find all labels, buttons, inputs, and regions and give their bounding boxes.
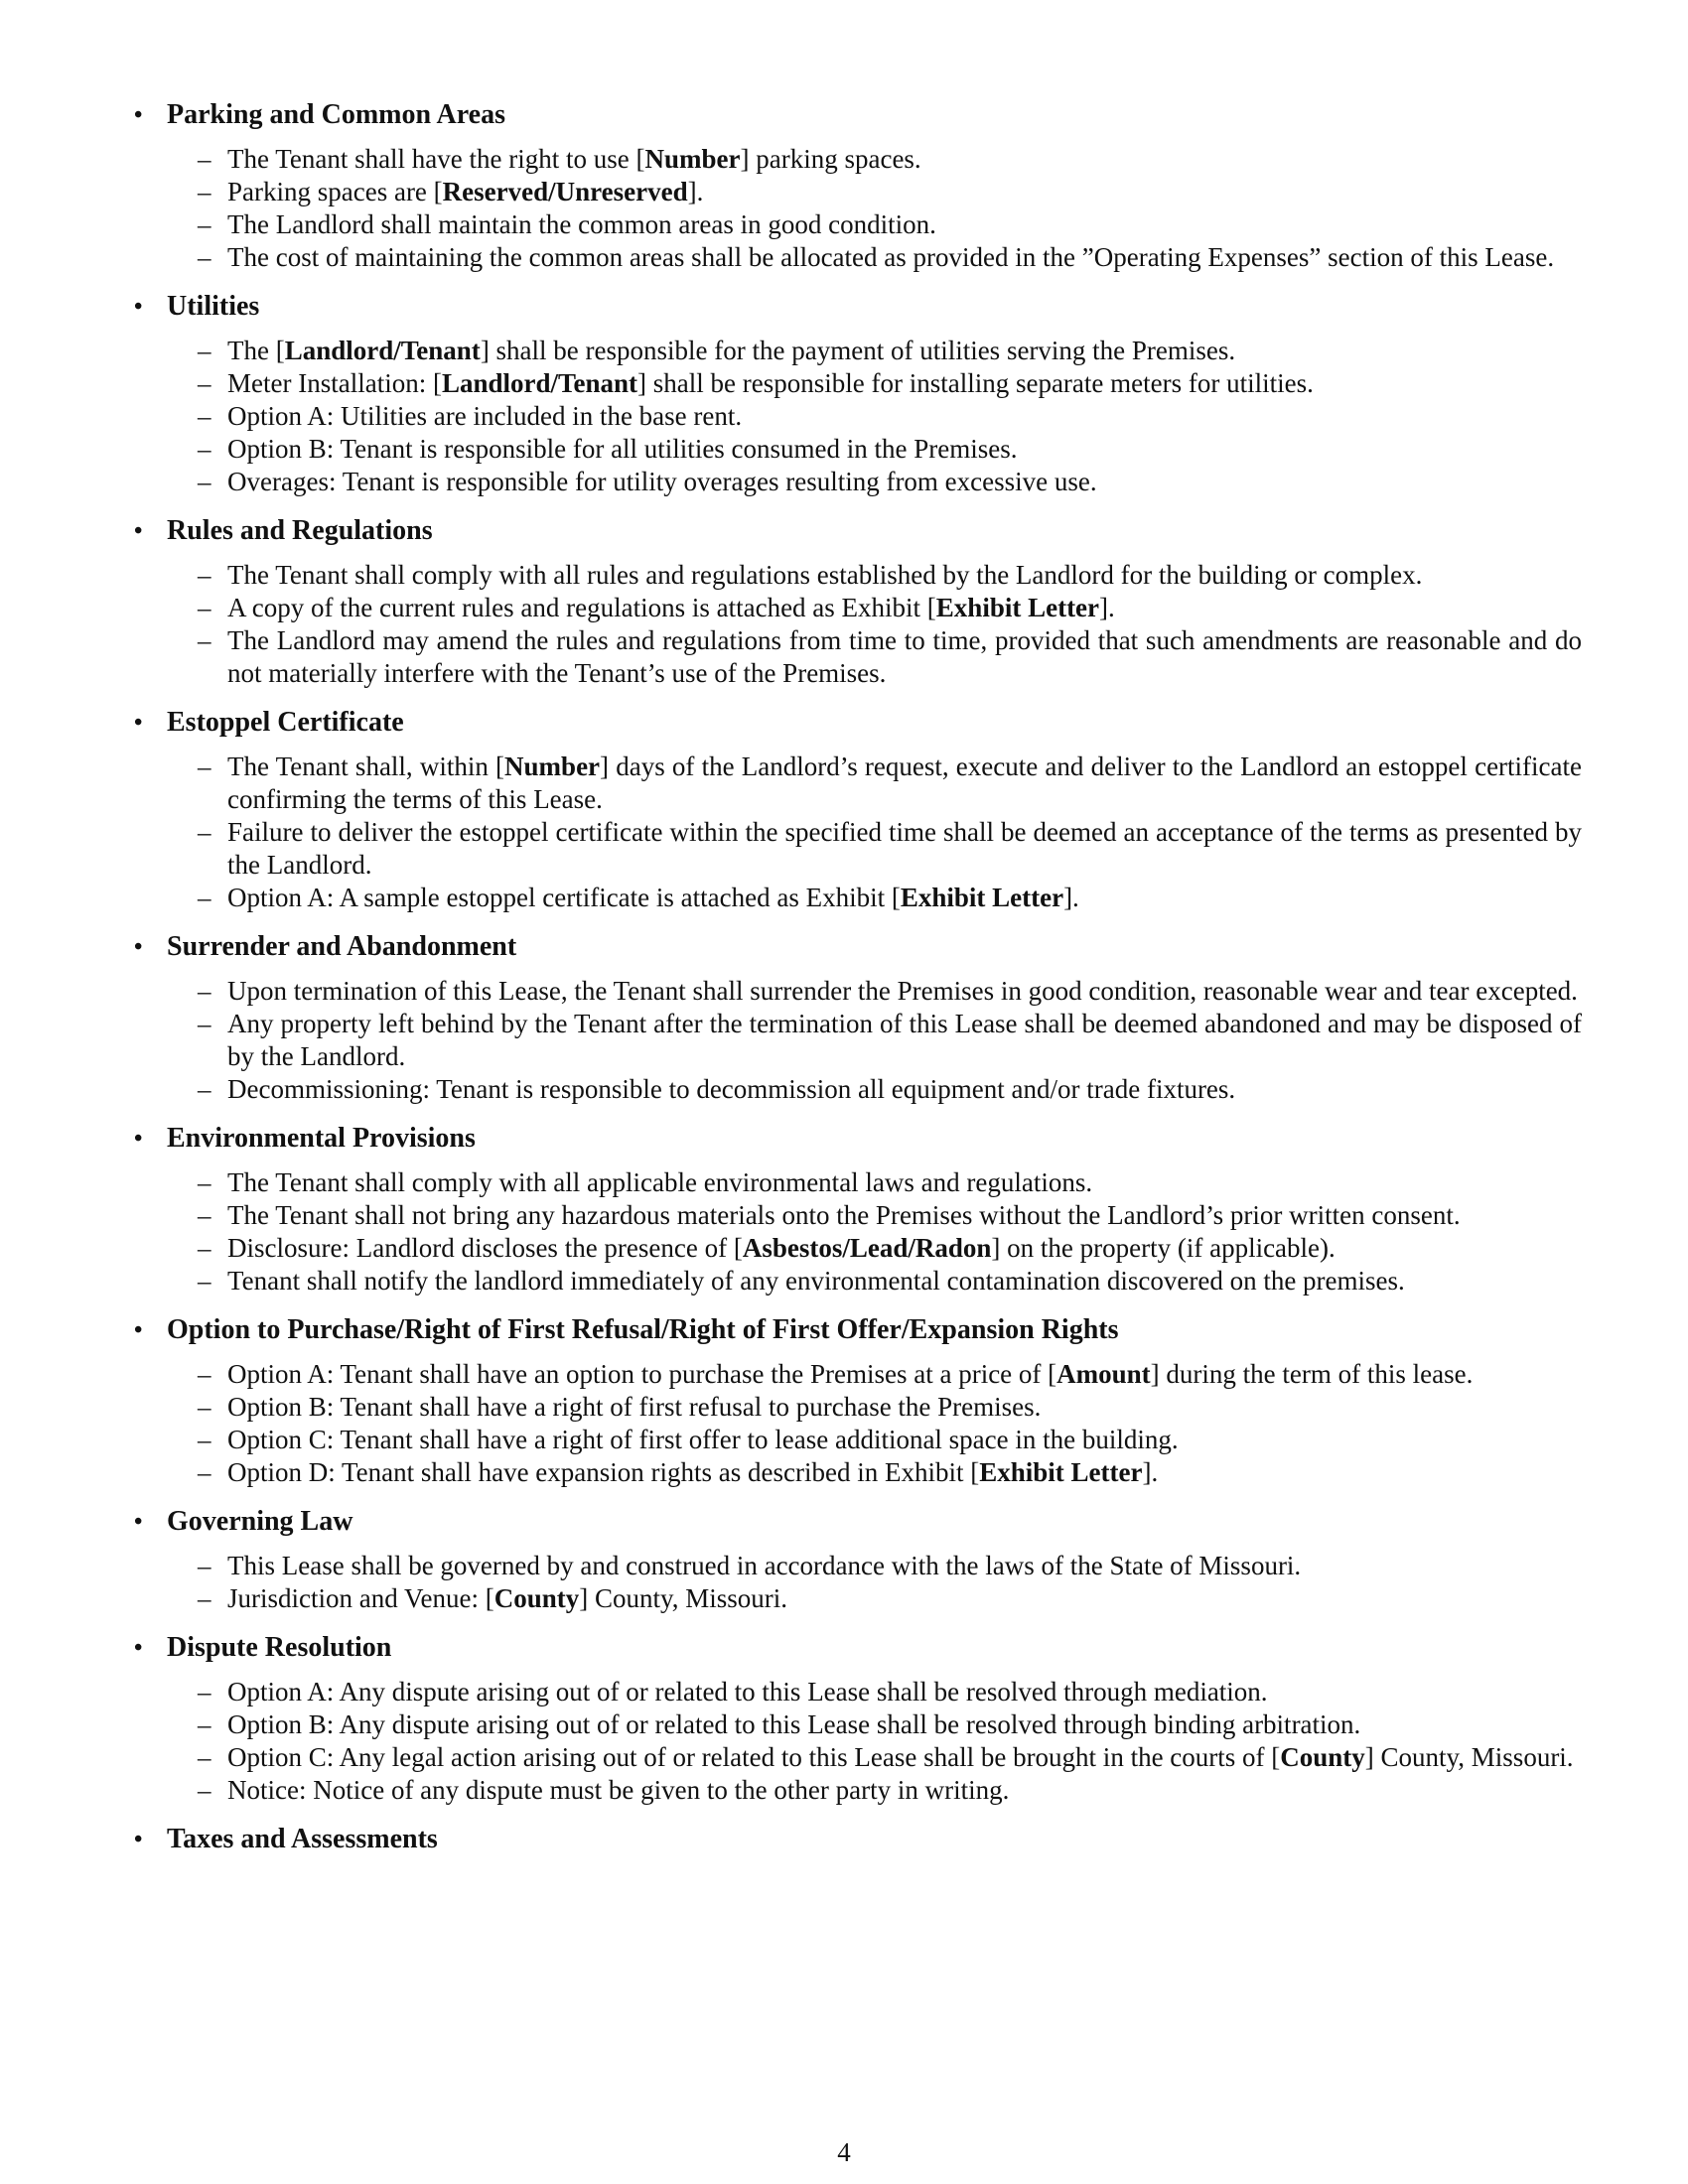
section-heading	[130, 1121, 1582, 1157]
clause-list	[130, 1676, 1582, 1807]
placeholder-field: Landlord/Tenant	[441, 368, 638, 398]
clause-item	[130, 1424, 1582, 1456]
clause-item	[130, 1008, 1582, 1073]
bullet-icon: •	[134, 102, 143, 128]
placeholder-field: Asbestos/Lead/Radon	[742, 1233, 992, 1263]
lease-section	[130, 1312, 1582, 1489]
clause-text: Option B: Tenant is responsible for all utilities consumed in the Premises.	[227, 434, 1018, 464]
section-heading	[130, 513, 1582, 549]
section-heading-text: Governing Law	[167, 1506, 353, 1537]
dash-icon: –	[198, 1742, 211, 1772]
clause-item	[130, 559, 1582, 592]
dash-icon: –	[198, 1009, 211, 1038]
page-number: 4	[837, 2137, 851, 2167]
clause-text: Disclosure: Landlord discloses the presence of [	[227, 1233, 743, 1263]
clause-text: Notice: Notice of any dispute must be given to the other party in writing.	[227, 1775, 1010, 1805]
clause-text: ] shall be responsible for the payment of utilities serving the Premises.	[480, 336, 1236, 365]
placeholder-field: Number	[644, 144, 741, 174]
dash-icon: –	[198, 976, 211, 1006]
clause-item	[130, 1456, 1582, 1489]
placeholder-field: Exhibit Letter	[979, 1457, 1143, 1487]
clause-item	[130, 624, 1582, 690]
clause-text: ].	[1063, 883, 1079, 912]
clause-text: The Landlord shall maintain the common areas in good condition.	[227, 209, 936, 239]
section-heading	[130, 1630, 1582, 1666]
clause-text: The [	[227, 336, 285, 365]
lease-section	[130, 1121, 1582, 1297]
bullet-icon: •	[134, 1126, 143, 1152]
bullet-icon: •	[134, 1827, 143, 1852]
clause-item	[130, 975, 1582, 1008]
clause-text: A copy of the current rules and regulations is attached as Exhibit [	[227, 593, 936, 622]
clause-text: Option B: Any dispute arising out of or related to this Lease shall be resolved through binding arbitration.	[227, 1709, 1361, 1739]
dash-icon: –	[198, 467, 211, 496]
clause-item	[130, 1166, 1582, 1199]
clause-item	[130, 466, 1582, 498]
clause-item	[130, 335, 1582, 367]
bullet-icon: •	[134, 518, 143, 544]
lease-section	[130, 289, 1582, 498]
dash-icon: –	[198, 1233, 211, 1263]
clause-item	[130, 1199, 1582, 1232]
placeholder-field: Number	[504, 751, 601, 781]
clause-text: Option A: Any dispute arising out of or related to this Lease shall be resolved through mediation.	[227, 1677, 1268, 1706]
clause-item	[130, 433, 1582, 466]
lease-section	[130, 705, 1582, 914]
dash-icon: –	[198, 1583, 211, 1613]
dash-icon: –	[198, 401, 211, 431]
clause-text: Any property left behind by the Tenant after the termination of this Lease shall be deemed abandoned and may be disposed of by the Landlord.	[227, 1009, 1582, 1071]
clause-text: Upon termination of this Lease, the Tenant shall surrender the Premises in good condition, reasonable wear and tear excepted.	[227, 976, 1578, 1006]
dash-icon: –	[198, 177, 211, 206]
clause-text: The Tenant shall comply with all applicable environmental laws and regulations.	[227, 1167, 1093, 1197]
clause-list	[130, 1358, 1582, 1489]
section-heading	[130, 705, 1582, 741]
lease-section	[130, 929, 1582, 1106]
dash-icon: –	[198, 242, 211, 272]
clause-text: Option D: Tenant shall have expansion rights as described in Exhibit [	[227, 1457, 980, 1487]
clause-item	[130, 1391, 1582, 1424]
clause-list	[130, 559, 1582, 690]
bullet-icon: •	[134, 1509, 143, 1535]
placeholder-field: Reserved/Unreserved	[442, 177, 688, 206]
lease-section	[130, 1630, 1582, 1807]
clause-text: The Tenant shall have the right to use [	[227, 144, 645, 174]
clause-text: Jurisdiction and Venue: [	[227, 1583, 494, 1613]
dash-icon: –	[198, 368, 211, 398]
clause-item	[130, 1774, 1582, 1807]
section-heading-text: Dispute Resolution	[167, 1632, 392, 1663]
clause-text: The Tenant shall not bring any hazardous materials onto the Premises without the Landlord’s prior written consent.	[227, 1200, 1461, 1230]
clause-item	[130, 1676, 1582, 1708]
clause-text: The Tenant shall comply with all rules and regulations established by the Landlord for the building or complex.	[227, 560, 1423, 590]
dash-icon: –	[198, 751, 211, 781]
clause-text: ] on the property (if applicable).	[991, 1233, 1336, 1263]
clause-item	[130, 208, 1582, 241]
clause-text: Meter Installation: [	[227, 368, 442, 398]
clause-item	[130, 1073, 1582, 1106]
clause-item	[130, 1265, 1582, 1297]
clause-text: Option C: Any legal action arising out of or related to this Lease shall be brought in the courts of [	[227, 1742, 1281, 1772]
section-heading	[130, 1312, 1582, 1348]
clause-text: Failure to deliver the estoppel certificate within the specified time shall be deemed an acceptance of the terms as presented by the Landlord.	[227, 817, 1582, 880]
section-heading-text: Utilities	[167, 291, 260, 322]
lease-section	[130, 513, 1582, 690]
clause-item	[130, 143, 1582, 176]
lease-section	[130, 1822, 1582, 1857]
clause-text: Decommissioning: Tenant is responsible to decommission all equipment and/or trade fixtures.	[227, 1074, 1236, 1104]
clause-text: ] shall be responsible for installing separate meters for utilities.	[637, 368, 1314, 398]
clause-item	[130, 176, 1582, 208]
clause-item	[130, 400, 1582, 433]
section-heading-text: Option to Purchase/Right of First Refusal/Right of First Offer/Expansion Rights	[167, 1314, 1119, 1345]
dash-icon: –	[198, 144, 211, 174]
clause-item	[130, 1582, 1582, 1615]
placeholder-field: County	[1280, 1742, 1365, 1772]
section-heading-text: Parking and Common Areas	[167, 99, 505, 130]
placeholder-field: Amount	[1056, 1359, 1151, 1389]
dash-icon: –	[198, 560, 211, 590]
bullet-icon: •	[134, 710, 143, 736]
clause-item	[130, 367, 1582, 400]
dash-icon: –	[198, 1677, 211, 1706]
clause-list	[130, 975, 1582, 1106]
clause-text: ] parking spaces.	[740, 144, 921, 174]
clause-text: Overages: Tenant is responsible for utility overages resulting from excessive use.	[227, 467, 1097, 496]
section-heading	[130, 1822, 1582, 1857]
clause-text: ] days of the Landlord’s request, execute and deliver to the Landlord an estoppel certificate confirming the terms of this Lease.	[227, 751, 1582, 814]
clause-text: The Landlord may amend the rules and regulations from time to time, provided that such amendments are reasonable and do not materially interfere with the Tenant’s use of the Premises.	[227, 625, 1582, 688]
clause-item	[130, 751, 1582, 816]
clause-item	[130, 882, 1582, 914]
clause-item	[130, 1358, 1582, 1391]
dash-icon: –	[198, 1425, 211, 1454]
dash-icon: –	[198, 1775, 211, 1805]
placeholder-field: Exhibit Letter	[900, 883, 1064, 912]
clause-item	[130, 816, 1582, 882]
section-heading-text: Taxes and Assessments	[167, 1824, 438, 1854]
clause-text: Parking spaces are [	[227, 177, 443, 206]
section-heading	[130, 289, 1582, 325]
section-heading-text: Rules and Regulations	[167, 515, 433, 546]
dash-icon: –	[198, 1167, 211, 1197]
bullet-icon: •	[134, 934, 143, 960]
dash-icon: –	[198, 209, 211, 239]
dash-icon: –	[198, 817, 211, 847]
bullet-icon: •	[134, 1635, 143, 1661]
clause-item	[130, 592, 1582, 624]
placeholder-field: Exhibit Letter	[935, 593, 1100, 622]
clause-text: Option B: Tenant shall have a right of first refusal to purchase the Premises.	[227, 1392, 1042, 1422]
dash-icon: –	[198, 1709, 211, 1739]
clause-text: Option A: A sample estoppel certificate is attached as Exhibit [	[227, 883, 901, 912]
dash-icon: –	[198, 593, 211, 622]
section-heading-text: Surrender and Abandonment	[167, 931, 517, 962]
section-heading-text: Estoppel Certificate	[167, 707, 404, 738]
lease-section	[130, 1504, 1582, 1615]
section-heading	[130, 929, 1582, 965]
clause-text: ] County, Missouri.	[579, 1583, 788, 1613]
lease-section	[130, 97, 1582, 274]
clause-text: The cost of maintaining the common areas shall be allocated as provided in the ”Operating Expenses” section of this Lease.	[227, 242, 1555, 272]
clause-text: Option C: Tenant shall have a right of first offer to lease additional space in the building.	[227, 1425, 1179, 1454]
section-heading	[130, 97, 1582, 133]
clause-text: ].	[1099, 593, 1115, 622]
clause-list	[130, 335, 1582, 498]
clause-item	[130, 1741, 1582, 1774]
dash-icon: –	[198, 1551, 211, 1580]
dash-icon: –	[198, 1457, 211, 1487]
dash-icon: –	[198, 1359, 211, 1389]
bullet-icon: •	[134, 294, 143, 320]
dash-icon: –	[198, 883, 211, 912]
clause-list	[130, 751, 1582, 914]
section-heading	[130, 1504, 1582, 1540]
clause-text: This Lease shall be governed by and construed in accordance with the laws of the State of Missouri.	[227, 1551, 1302, 1580]
bullet-icon: •	[134, 1317, 143, 1343]
clause-text: Option A: Tenant shall have an option to purchase the Premises at a price of [	[227, 1359, 1057, 1389]
dash-icon: –	[198, 1200, 211, 1230]
clause-text: ] County, Missouri.	[1364, 1742, 1574, 1772]
clause-list	[130, 1550, 1582, 1615]
clause-list	[130, 1166, 1582, 1297]
dash-icon: –	[198, 1392, 211, 1422]
clause-item	[130, 241, 1582, 274]
clause-text: ] during the term of this lease.	[1150, 1359, 1474, 1389]
dash-icon: –	[198, 336, 211, 365]
dash-icon: –	[198, 1266, 211, 1296]
clause-text: The Tenant shall, within [	[227, 751, 505, 781]
clause-item	[130, 1708, 1582, 1741]
lease-section-list	[130, 97, 1582, 1872]
dash-icon: –	[198, 625, 211, 655]
placeholder-field: County	[493, 1583, 580, 1613]
clause-list	[130, 143, 1582, 274]
section-heading-text: Environmental Provisions	[167, 1123, 476, 1154]
clause-item	[130, 1550, 1582, 1582]
dash-icon: –	[198, 1074, 211, 1104]
clause-text: ].	[687, 177, 704, 206]
clause-text: Tenant shall notify the landlord immediately of any environmental contamination discovered on the premises.	[227, 1266, 1405, 1296]
clause-item	[130, 1232, 1582, 1265]
dash-icon: –	[198, 434, 211, 464]
clause-text: Option A: Utilities are included in the base rent.	[227, 401, 743, 431]
placeholder-field: Landlord/Tenant	[284, 336, 481, 365]
clause-text: ].	[1142, 1457, 1159, 1487]
